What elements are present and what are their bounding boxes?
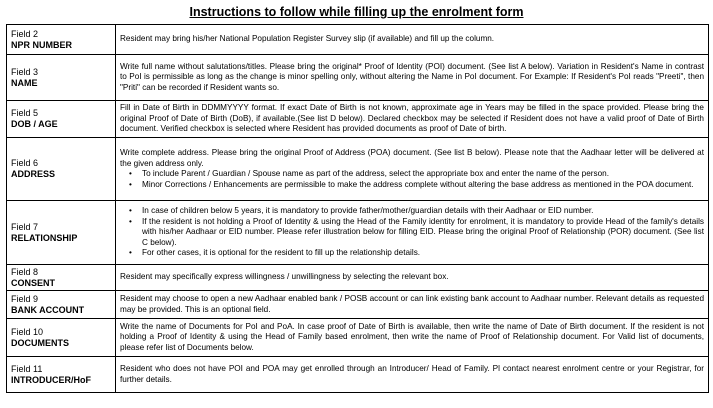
table-row xyxy=(7,291,709,319)
field-number: Field 2 xyxy=(11,28,39,39)
instruction-cell xyxy=(116,55,709,101)
field-name: ADDRESS xyxy=(11,169,56,179)
bullet-item: • In case of children below 5 years, it is mandatory to provide father/mother/guardian details with their Aadhaar or EID number. xyxy=(120,206,704,217)
instruction-text: Resident may bring his/her National Population Register Survey slip (if available) and fill up the column. xyxy=(120,34,495,44)
instruction-cell xyxy=(116,265,709,291)
instruction-cell xyxy=(116,357,709,393)
table-row xyxy=(7,101,709,138)
instruction-text: Resident may choose to open a new Aadhaar enabled bank / POSB account or can link existing bank account to Aadhaar number. Relevant details as requested may be provided. This is an optional field. xyxy=(120,294,704,314)
instruction-text: Resident who does not have POI and POA may get enrolled through an Introducer/ Head of Family. Pl contact nearest enrolment centre or your Registrar, for further details. xyxy=(120,364,704,384)
table-row xyxy=(7,357,709,393)
instruction-cell xyxy=(116,101,709,138)
instruction-text: Write full name without salutations/titles. Please bring the original* Proof of Identity (POI) document. (See list A below). Variation in Resident's Name in contrast to PoI is permissible as long as the change is minor spelling only, without altering the Name in PoI document. For Example: If Resident's PoI reads "Preeti", then "Priti" can be recorded if Resident wants so. xyxy=(120,61,704,92)
field-number: Field 8 xyxy=(11,266,39,277)
field-name: CONSENT xyxy=(11,277,56,288)
field-name: BANK ACCOUNT xyxy=(11,304,85,315)
instruction-cell xyxy=(116,138,709,201)
field-number: Field 3 xyxy=(11,66,39,77)
bullet-item: • For other cases, it is optional for the resident to fill up the relationship details. xyxy=(120,248,704,259)
field-cell xyxy=(7,291,116,319)
instruction-cell xyxy=(116,25,709,55)
field-number: Field 5 xyxy=(11,108,39,118)
field-cell xyxy=(7,265,116,291)
field-cell xyxy=(7,201,116,265)
field-cell xyxy=(7,55,116,101)
field-name: NPR NUMBER xyxy=(11,39,73,50)
instruction-cell xyxy=(116,201,709,265)
field-name: DOB / AGE xyxy=(11,119,58,129)
field-number: Field 10 xyxy=(11,326,44,337)
bullet-list xyxy=(120,169,704,190)
instruction-text: Write complete address. Please bring the original Proof of Address (POA) document. (See list B below). Please note that the Aadhaar letter will be delivered at the given address only. xyxy=(120,148,704,168)
field-cell xyxy=(7,25,116,55)
field-number: Field 7 xyxy=(11,221,39,232)
field-name: INTRODUCER/HoF xyxy=(11,374,91,385)
field-cell xyxy=(7,138,116,201)
table-row xyxy=(7,265,709,291)
document-title: Instructions to follow while filling up the enrolment form xyxy=(189,5,524,19)
bullet-item: • Minor Corrections / Enhancements are permissible to make the address complete without altering the base address as mentioned in the POA document. xyxy=(120,180,704,191)
field-name: RELATIONSHIP xyxy=(11,232,78,243)
table-row xyxy=(7,55,709,101)
instruction-text: Fill in Date of Birth in DDMMYYYY format. If exact Date of Birth is not known, approximate age in Years may be filled in the space provided. Please bring the original Proof of Date of Birth (DoB), if available.(See list D below). Declared checkbox may be selected if Resident does not have a valid proof of Date of Birth document. Verified checkbox is selected where Resident has provided documents as proof of Date of birth. xyxy=(120,103,704,134)
field-number: Field 9 xyxy=(11,293,39,304)
table-row xyxy=(7,319,709,357)
bullet-item: • If the resident is not holding a Proof of Identity & using the Head of the Family identity for enrolment, it is mandatory to provide Head of the family's details with his/her Aadhaar or EID number. Please refer illustration below for filling EID. Please bring the original Proof of Relationship (POR) document. (See list C below). xyxy=(120,217,704,249)
table-row xyxy=(7,201,709,265)
field-name: NAME xyxy=(11,77,38,88)
field-cell xyxy=(7,101,116,138)
field-number: Field 11 xyxy=(11,363,43,374)
instructions-table xyxy=(6,24,709,393)
field-name: DOCUMENTS xyxy=(11,337,69,348)
table-row xyxy=(7,25,709,55)
instruction-cell xyxy=(116,291,709,319)
field-cell xyxy=(7,319,116,357)
field-cell xyxy=(7,357,116,393)
field-number: Field 6 xyxy=(11,158,39,168)
instruction-text: Resident may specifically express willingness / unwillingness by selecting the relevant box. xyxy=(120,272,449,282)
table-row xyxy=(7,138,709,201)
bullet-item: • To include Parent / Guardian / Spouse name as part of the address, select the appropriate box and enter the name of the person. xyxy=(120,169,704,180)
instruction-text: Write the name of Documents for PoI and PoA. In case proof of Date of Birth is available, then write the name of Date of Birth document. If the resident is not holding a Proof of Identity & using the Head of Family based enrolment, then write the name of Proof of Relationship document. For Valid list of documents, please refer list of Documents below. xyxy=(120,321,704,352)
instruction-cell xyxy=(116,319,709,357)
bullet-list xyxy=(120,206,704,259)
